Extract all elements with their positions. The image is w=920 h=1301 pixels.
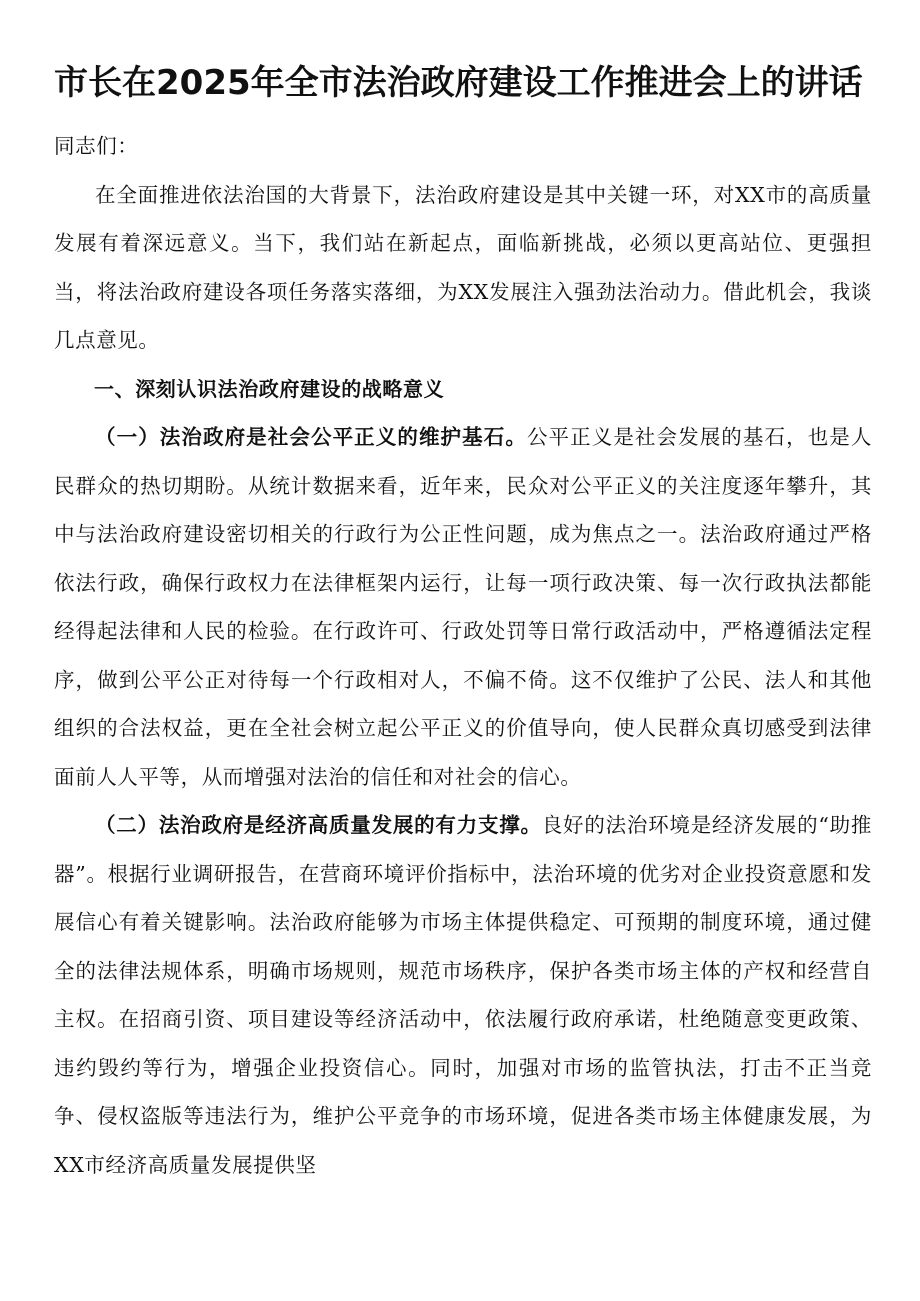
document-body <box>54 122 872 1189</box>
paragraph-text-2: 良好的法治环境是经济发展的“助推器”。根据行业调研报告，在营商环境评价指标中，法治环境的优劣对企业投资意愿和发展信心有着关键影响。法治政府能够为市场主体提供稳定、可预期的制度环境，通过健全的法律法规体系，明确市场规则，规范市场秩序，保护各类市场主体的产权和经营自主权。在招商引资、项目建设等经济活动中，依法履行政府承诺，杜绝随意变更政策、违约毁约等行为，增强企业投资信心。同时，加强对市场的监管执法，打击不正当竞争、侵权盗版等违法行为，维护公平竞争的市场环境，促进各类市场主体健康发展，为XX市经济高质量发展提供坚 <box>54 813 872 1177</box>
salutation: 同志们： <box>54 134 139 158</box>
paragraph-text-1: 公平正义是社会发展的基石，也是人民群众的热切期盼。从统计数据来看，近年来，民众对公平正义的关注度逐年攀升，其中与法治政府建设密切相关的行政行为公正性问题，成为焦点之一。法治政府通过严格依法行政，确保行政权力在法律框架内运行，让每一项行政决策、每一次行政执法都能经得起法律和人民的检验。在行政许可、行政处罚等日常行政活动中，严格遵循法定程序，做到公平公正对待每一个行政相对人，不偏不倚。这不仅维护了公民、法人和其他组织的合法权益，更在全社会树立起公平正义的价值导向，使人民群众真切感受到法律面前人人平等，从而增强对法治的信任和对社会的信心。 <box>54 425 872 789</box>
intro-paragraph: 在全面推进依法治国的大背景下，法治政府建设是其中关键一环，对XX市的高质量发展有着深远意义。当下，我们站在新起点，面临新挑战，必须以更高站位、更强担当，将法治政府建设各项任务落实落细，为XX发展注入强劲法治动力。借此机会，我谈几点意见。 <box>54 182 872 352</box>
section-paragraph-2 <box>54 801 872 1189</box>
paragraph-lead-2: （二）法治政府是经济高质量发展的有力支撑。 <box>95 813 542 837</box>
paragraph-lead-1: （一）法治政府是社会公平正义的维护基石。 <box>95 425 527 449</box>
section-heading: 一、深刻认识法治政府建设的战略意义 <box>94 376 445 401</box>
document-title: 市长在2025年全市法治政府建设工作推进会上的讲话 <box>54 63 863 103</box>
section-paragraph-1 <box>54 413 872 801</box>
